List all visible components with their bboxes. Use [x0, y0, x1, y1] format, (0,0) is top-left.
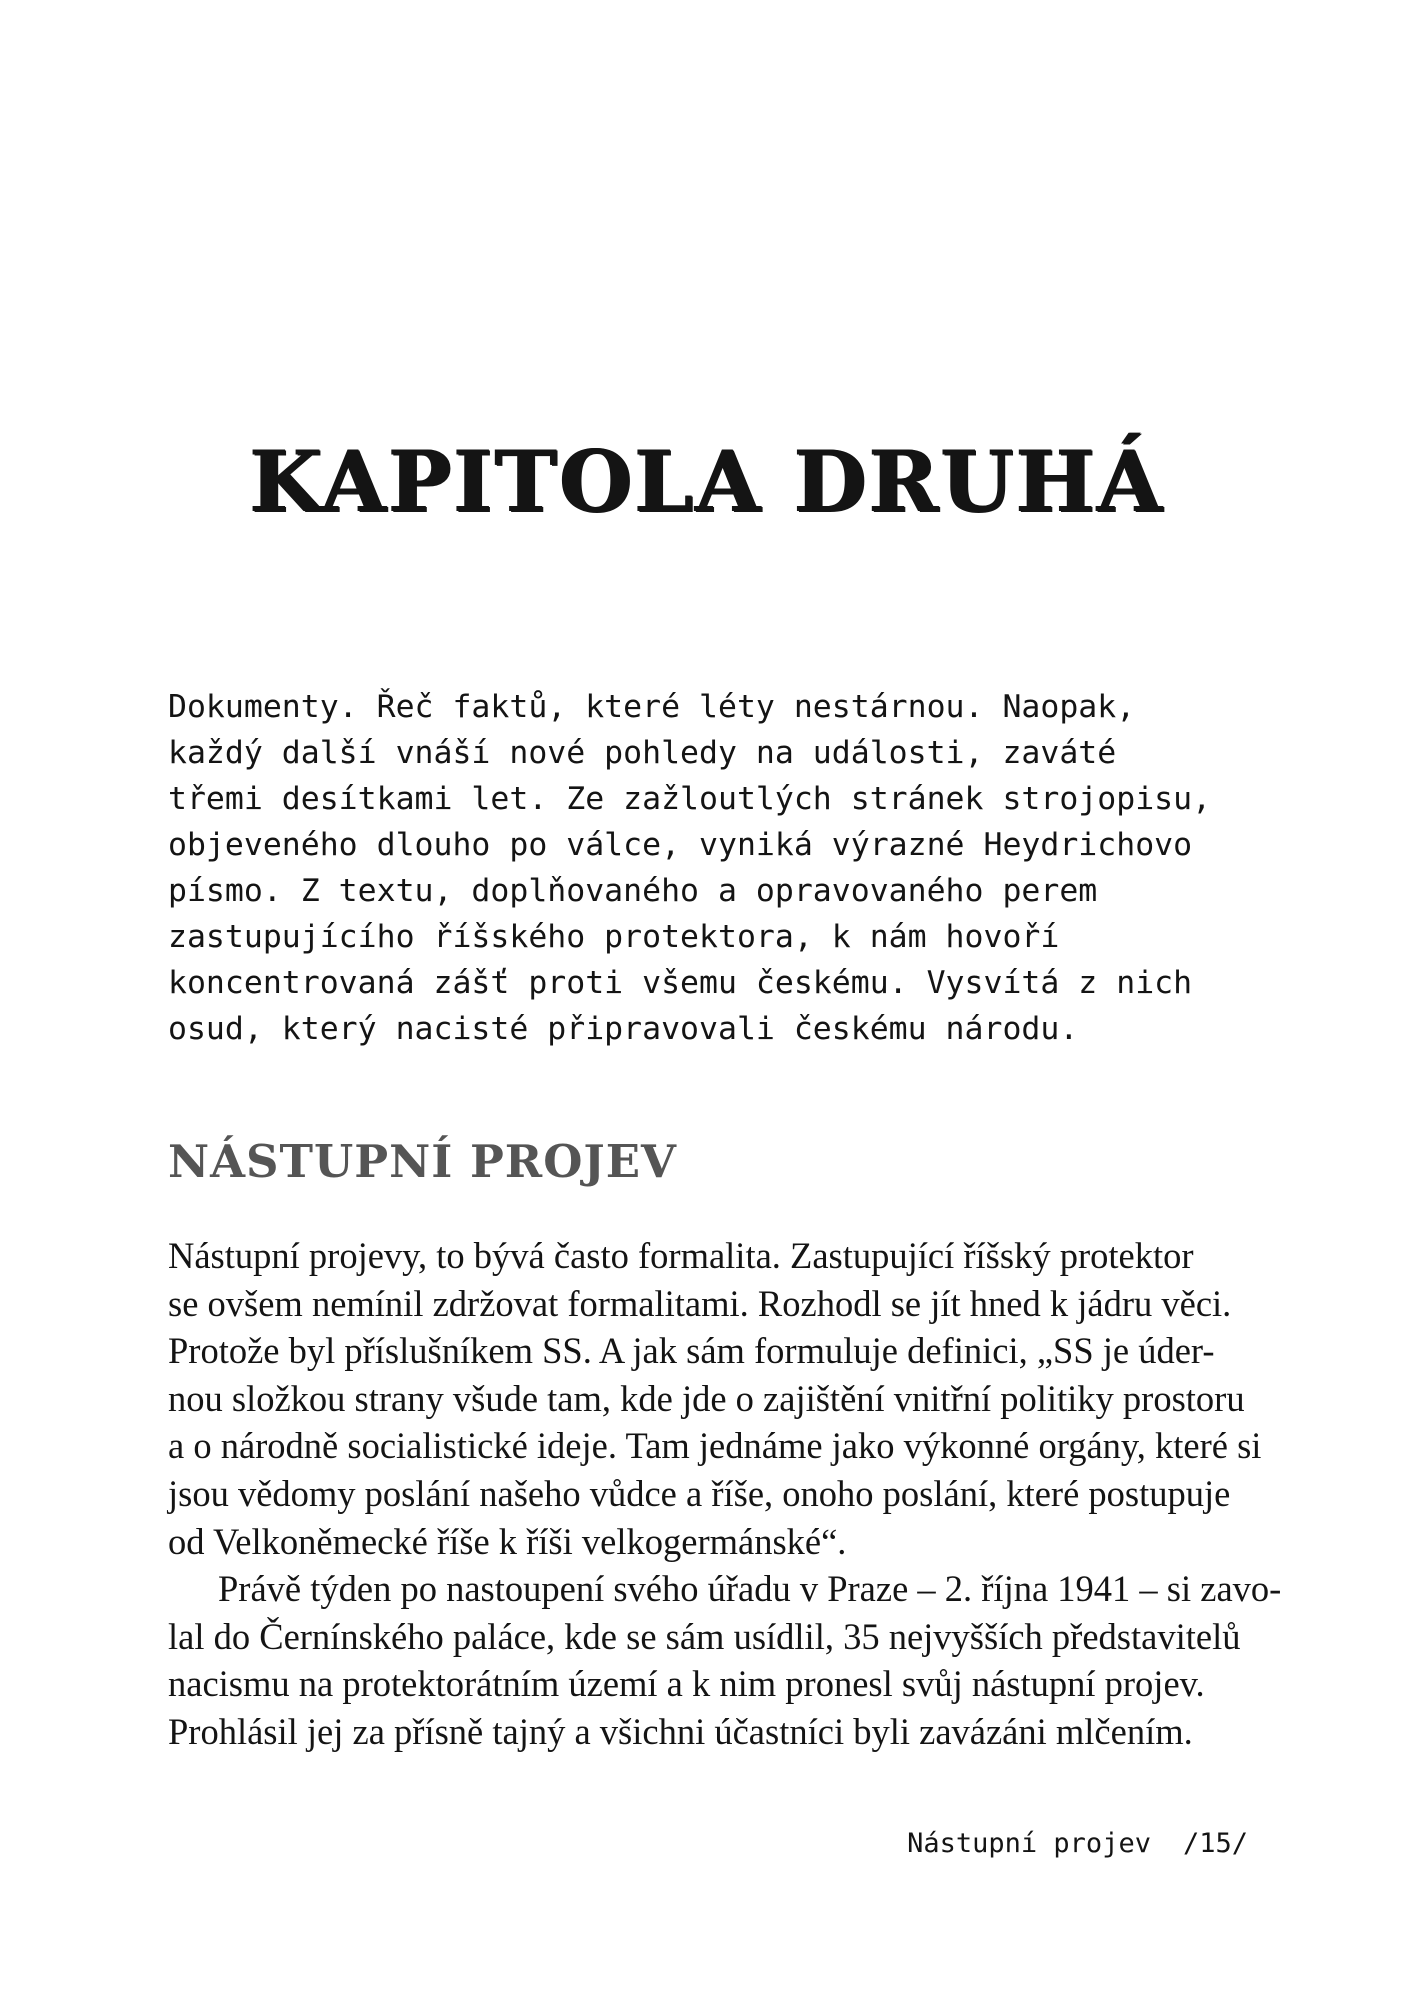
body-line: Prohlásil jej za přísně tajný a všichni účastníci byli zavázáni mlčením. [168, 1710, 1193, 1752]
body-line: lal do Černínského paláce, kde se sám usídlil, 35 nejvyšších představitelů [168, 1615, 1241, 1657]
body-line: Nástupní projevy, to bývá často formalita. Zastupující říšský protektor [168, 1235, 1194, 1276]
running-title: Nástupní projev [907, 1828, 1151, 1859]
body-line: a o národně socialistické ideje. Tam jednáme jako výkonné orgány, které si [168, 1425, 1262, 1467]
body-line: Právě týden po nastoupení svého úřadu v Praze – 2. října 1941 – si zavo- [218, 1568, 1282, 1610]
page-number: /15/ [1182, 1828, 1248, 1859]
intro-line: třemi desítkami let. Ze zažloutlých stránek strojopisu, [168, 781, 1212, 817]
body-line: nou složkou strany všude tam, kde jde o zajištění vnitřní politiky prostoru [168, 1377, 1245, 1419]
body-line: nacismu na protektorátním území a k nim pronesl svůj nástupní projev. [168, 1663, 1205, 1705]
intro-line: osud, který nacisté připravovali českému národu. [168, 1011, 1079, 1047]
intro-line: koncentrovaná zášť proti všemu českému. Vysvítá z nich [168, 965, 1193, 1001]
body-line: od Velkoněmecké říše k říši velkogermánské“. [168, 1520, 847, 1562]
intro-line: objeveného dlouho po válce, vyniká výrazné Heydrichovo [168, 827, 1193, 863]
intro-line: písmo. Z textu, doplňovaného a opravovaného perem [168, 873, 1098, 909]
body-line: se ovšem nemínil zdržovat formalitami. Rozhodl se jít hned k jádru věci. [168, 1282, 1232, 1324]
intro-line: každý další vnáší nové pohledy na události, zaváté [168, 735, 1117, 771]
body-line: Protože byl příslušníkem SS. A jak sám formuluje definici, „SS je úder- [168, 1330, 1215, 1372]
intro-paragraph [168, 684, 1258, 1052]
body-text [168, 1232, 1282, 1756]
body-line: jsou vědomy poslání našeho vůdce a říše, onoho poslání, které postupuje [168, 1472, 1231, 1514]
intro-line: Dokumenty. Řeč faktů, které léty nestárnou. Naopak, [168, 689, 1136, 725]
page-footer [907, 1828, 1248, 1859]
intro-line: zastupujícího říšského protektora, k nám hovoří [168, 919, 1060, 955]
section-heading: NÁSTUPNÍ PROJEV [168, 1135, 677, 1188]
chapter-title: KAPITOLA DRUHÁ [249, 432, 1165, 531]
